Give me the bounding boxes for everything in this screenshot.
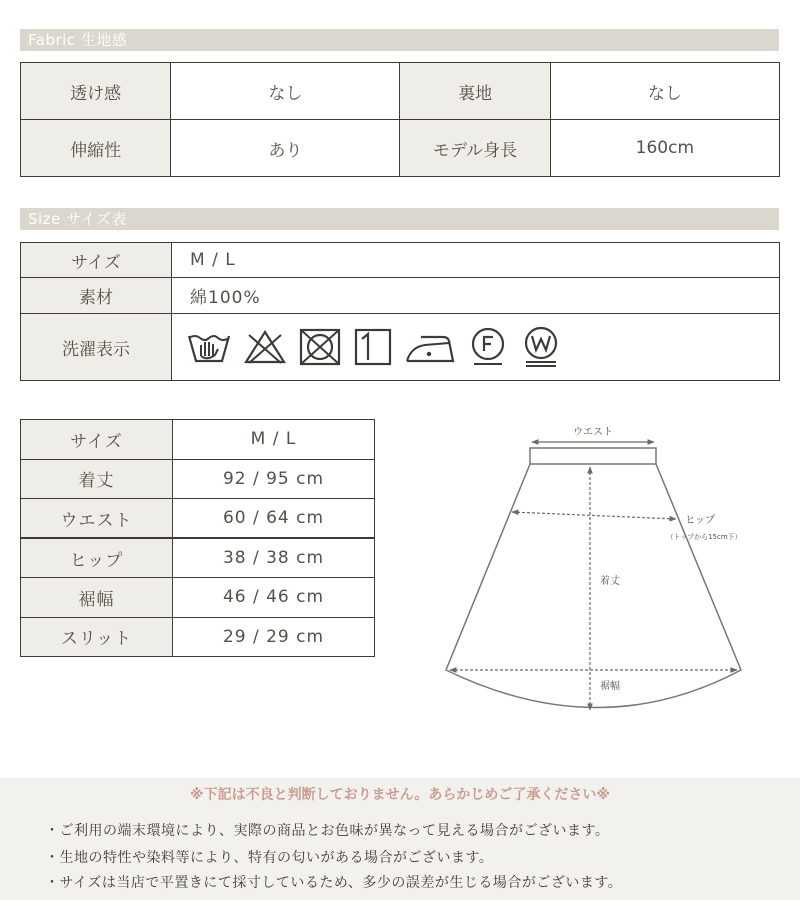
- notice-line-1: ・ご利用の端末環境により、実際の商品とお色味が異なって見える場合がございます。: [45, 823, 610, 839]
- no-bleach-icon: [244, 329, 286, 365]
- care-icons-cell: [172, 314, 780, 381]
- measure-header-value: M / L: [173, 420, 375, 460]
- measure-label-hip: ヒップ: [21, 538, 173, 578]
- hip-arrow: [512, 512, 676, 519]
- skirt-diagram: [430, 415, 780, 735]
- measure-value-hip: 38 / 38 cm: [173, 538, 375, 578]
- table-row: [21, 459, 375, 499]
- fabric-section-title: Fabric 生地感: [20, 29, 779, 51]
- wet-clean-w-icon: [521, 326, 561, 368]
- measure-header-label: サイズ: [21, 420, 173, 460]
- fabric-value-stretch: あり: [171, 120, 400, 177]
- fabric-table: [20, 62, 780, 177]
- waistband-shape: [530, 448, 656, 464]
- measure-label-slit: スリット: [21, 617, 173, 657]
- measure-value-waist: 60 / 64 cm: [173, 499, 375, 539]
- notice-line-3: ・サイズは当店で平置きにて採寸しているため、多少の誤差が生じる場合がございます。: [45, 875, 623, 891]
- fabric-value-transparency: なし: [171, 63, 400, 120]
- fabric-label-transparency: 透け感: [21, 63, 171, 120]
- dry-clean-f-icon: [468, 327, 508, 367]
- size-section-title: Size サイズ表: [20, 208, 779, 230]
- length-label: 着丈: [600, 576, 620, 587]
- measurement-table: [20, 419, 375, 657]
- table-row: [21, 538, 375, 578]
- line-dry-icon: [354, 328, 392, 366]
- size-info-table: [20, 242, 780, 381]
- hip-note: （トップから15cm下）: [666, 533, 742, 541]
- fabric-label-lining: 裏地: [400, 63, 550, 120]
- fabric-value-model-height: 160cm: [550, 120, 779, 177]
- measure-value-slit: 29 / 29 cm: [173, 617, 375, 657]
- fabric-value-lining: なし: [550, 63, 779, 120]
- no-tumble-dry-icon: [299, 328, 341, 366]
- measure-value-length: 92 / 95 cm: [173, 459, 375, 499]
- fabric-label-model-height: モデル身長: [400, 120, 550, 177]
- fabric-label-stretch: 伸縮性: [21, 120, 171, 177]
- table-row: [21, 499, 375, 539]
- notice-heading: ※下記は不良と判断しておりません。あらかじめご了承ください※: [189, 787, 611, 803]
- hand-wash-icon: [187, 328, 231, 366]
- size-label: サイズ: [21, 243, 172, 278]
- notice-line-2: ・生地の特性や染料等により、特有の匂いがある場合がございます。: [45, 850, 494, 866]
- notice-panel: [0, 778, 800, 900]
- waist-label: ウエスト: [573, 427, 613, 438]
- care-label: 洗濯表示: [21, 314, 172, 381]
- measure-label-hem: 裾幅: [21, 578, 173, 618]
- material-label: 素材: [21, 278, 172, 314]
- skirt-outline: [446, 464, 741, 708]
- material-value: 綿100%: [172, 278, 780, 314]
- measure-label-length: 着丈: [21, 459, 173, 499]
- measure-label-waist: ウエスト: [21, 499, 173, 539]
- iron-low-icon: [405, 329, 455, 365]
- hip-label: ヒップ: [685, 515, 715, 526]
- measure-value-hem: 46 / 46 cm: [173, 578, 375, 618]
- size-value: M / L: [172, 243, 780, 278]
- table-row: [21, 578, 375, 618]
- table-row: [21, 617, 375, 657]
- hem-label: 裾幅: [600, 681, 620, 692]
